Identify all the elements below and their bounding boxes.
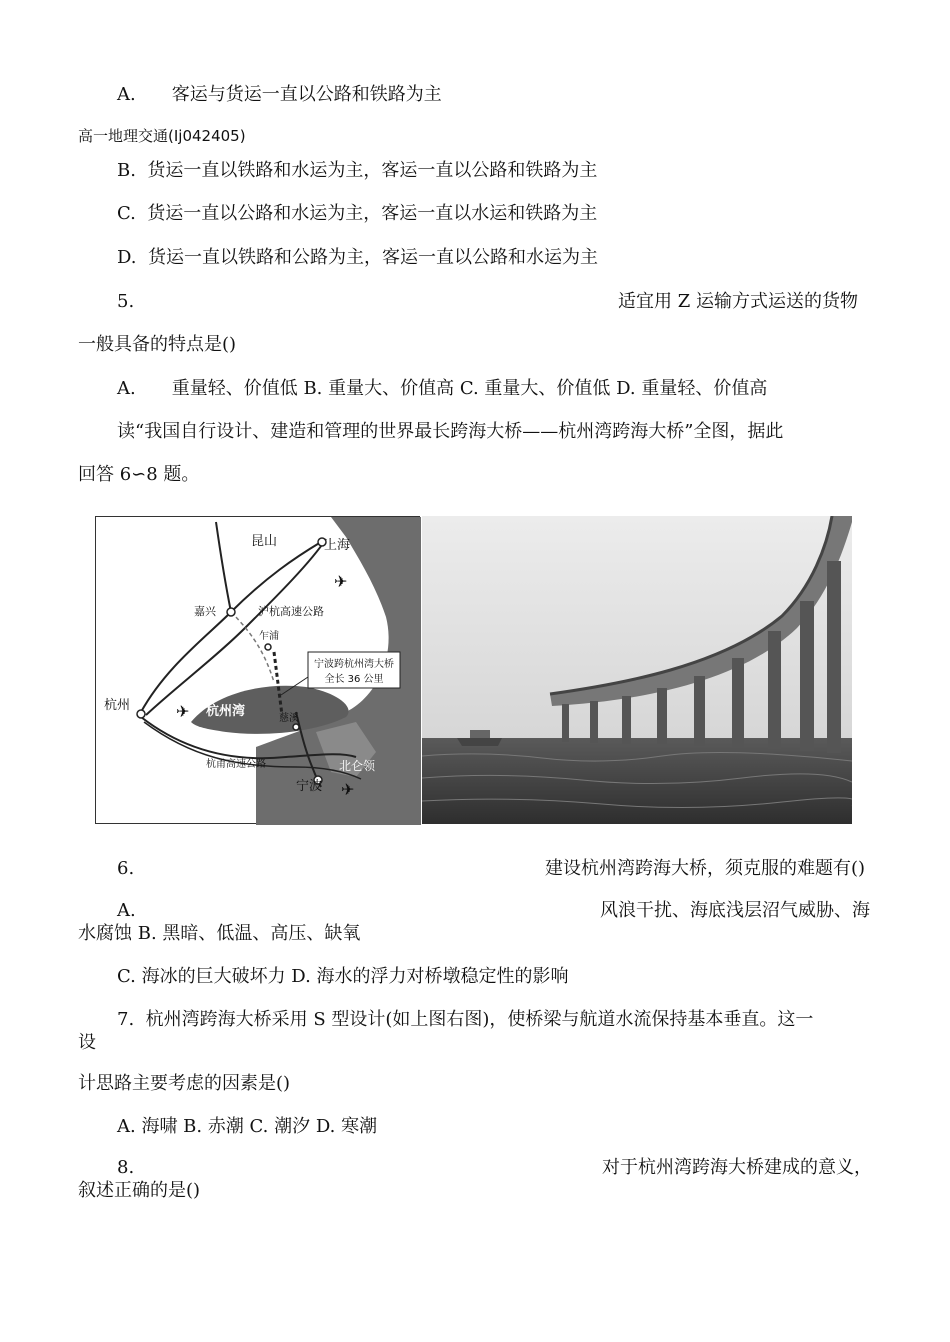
q8-question-cont: 叙述正确的是(): [78, 1180, 201, 1201]
label-zhapu: 乍浦: [259, 631, 279, 642]
svg-text:✈: ✈: [334, 572, 348, 591]
q5-options: A. 重量轻、价值低 B. 重量大、价值高 C. 重量大、价值低 D. 重量轻、价值高: [117, 378, 768, 399]
q6-number: 6.: [117, 858, 135, 879]
reading-intro: 读“我国自行设计、建造和管理的世界最长跨海大桥——杭州湾跨海大桥”全图，据此: [117, 421, 784, 442]
q7-question: 7. 杭州湾跨海大桥采用 S 型设计(如上图右图)，使桥梁与航道水流保持基本垂直。这一: [117, 1009, 814, 1030]
reading-intro-cont: 回答 6∽8 题。: [78, 464, 200, 485]
q5-number: 5.: [117, 291, 135, 312]
q6-option-a-label: A.: [117, 900, 136, 921]
bridge-figure: [95, 516, 852, 824]
page-code: 高一地理交通(Ij042405): [78, 127, 246, 145]
q6-option-a-text: 风浪干扰、海底浅层沼气威胁、海: [600, 900, 870, 921]
label-ningbo: 宁波: [296, 779, 323, 794]
q5-question-cont: 一般具备的特点是(): [78, 334, 237, 355]
q7-question-cont-2: 计思路主要考虑的因素是(): [78, 1073, 291, 1094]
svg-text:✈: ✈: [176, 702, 190, 721]
label-kunshan: 昆山: [251, 534, 278, 549]
bridge-label-2: 全长 36 公里: [324, 674, 384, 685]
label-shanghai: 上海: [324, 538, 351, 553]
bridge-label-1: 宁波跨杭州湾大桥: [314, 659, 394, 670]
q7-options: A. 海啸 B. 赤潮 C. 潮汐 D. 寒潮: [117, 1116, 378, 1137]
label-cixi: 慈溪: [279, 713, 299, 724]
q4-option-d: D. 货运一直以铁路和公路为主，客运一直以公路和水运为主: [117, 247, 598, 268]
q4-option-c: C. 货运一直以公路和水运为主，客运一直以水运和铁路为主: [117, 203, 598, 224]
svg-text:✈: ✈: [341, 780, 355, 799]
label-huhang: 沪杭高速公路: [258, 605, 324, 618]
label-hangzhouwan: 杭州湾: [206, 704, 246, 719]
label-beilun: 北仑领: [339, 759, 376, 773]
q6-question: 建设杭州湾跨海大桥，须克服的难题有(): [544, 858, 865, 879]
q6-options-cont: 水腐蚀 B. 黑暗、低温、高压、缺氧: [78, 923, 361, 944]
q5-question: 适宜用 Z 运输方式运送的货物: [618, 291, 858, 312]
q8-question: 对于杭州湾跨海大桥建成的意义，: [602, 1157, 872, 1178]
q4-option-b: B. 货运一直以铁路和水运为主，客运一直以公路和铁路为主: [117, 160, 598, 181]
q7-question-cont: 设: [78, 1032, 96, 1053]
label-jiaxing: 嘉兴: [194, 605, 216, 618]
q4-option-a: A. 客运与货运一直以公路和铁路为主: [117, 84, 442, 105]
label-hangzhou: 杭州: [104, 698, 131, 713]
bridge-photo: [422, 516, 852, 824]
hangzhou-bay-map: [95, 516, 420, 824]
q6-options-cd: C. 海冰的巨大破坏力 D. 海水的浮力对桥墩稳定性的影响: [117, 966, 569, 987]
q8-number: 8.: [117, 1157, 135, 1178]
label-hangyong: 杭甬高速公路: [206, 759, 266, 770]
